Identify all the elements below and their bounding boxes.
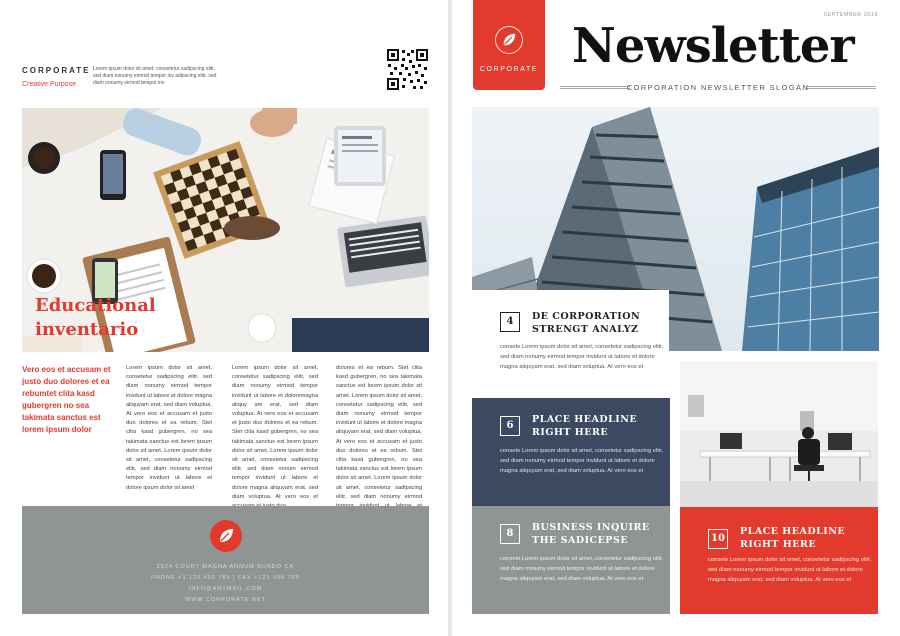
- article-body: consete Lorem ipsum dolor sit amet, consetetur sadipscing elitr, sed diam nonumy eirmod tempor invidunt ut labore et dolore magna aliquyam erat, sed diam voluptua. At vero eos et: [708, 557, 872, 583]
- desk-photo: [22, 108, 429, 352]
- article-card-8: [472, 506, 670, 614]
- brand-name: CORPORATE: [22, 66, 91, 75]
- leaf-icon: [210, 520, 242, 552]
- photo-title-line1: Educational: [35, 295, 156, 316]
- article-headline-line2: RIGHT HERE: [740, 539, 817, 550]
- article-headline: [532, 413, 637, 439]
- leaf-icon: [495, 26, 523, 54]
- qr-code-icon: [386, 48, 429, 91]
- article-headline-line1: PLACE HEADLINE: [740, 526, 846, 537]
- article-card-6: [472, 398, 670, 506]
- article-headline: [532, 310, 640, 336]
- slogan-bar: [560, 80, 876, 94]
- article-headline-line1: PLACE HEADLINE: [532, 414, 638, 425]
- intro-text: Lorem ipsum dolor sit amet, consetetur sadipscing elitr, sed diam nonumy eirmod tempor inv adipscing elitr, sed diam nonumy eirmod tempor inv: [93, 66, 217, 86]
- article-body: consete Lorem ipsum dolor sit amet, consetetur sadipscing elitr, sed diam nonumy eirmod tempor invidunt ut labore et dolore magna aliquyam erat, sed diam voluptua. At vero eos et: [500, 448, 664, 474]
- body-column-1: Lorem ipsum dolor sit amet, consetetur sadipscing elitr, sed diam nonumy eirmod tempor invidunt ut labore et dolore magna aliquyam erat, sed diam voluptua. At vero eos et accusam et justo duo dolores et ea rebum. Stet clita kasd gubergren, no sea takimata sanctus est lorem ipsum dolor sit amet. Lorem ipsum dolor sit amet, consetetur sadipscing elitr, sed diam nonumy eirmod tempor invidunt ut labore et dolore ipsum dolor sit amet: [126, 365, 213, 491]
- pull-quote: Vero eos et accusam et justo duo dolores et ea rebumtet clita kasd gubergren no sea takimata sanctus est lorem ipsum dolor: [22, 365, 111, 434]
- slogan: CORPORATION NEWSLETTER SLOGAN: [626, 83, 810, 92]
- article-body: consete Lorem ipsum dolor sit amet, consetetur sadipscing elitr, sed diam nonumy eirmod tempor invidunt ut labore et dolore magna aliquyam erat, sed diam voluptua. At vero eos et: [500, 344, 664, 370]
- article-number: 10: [708, 529, 728, 549]
- contact-lines: [22, 562, 429, 606]
- article-card-4: [472, 290, 669, 394]
- office-photo: [680, 361, 878, 507]
- article-number: 6: [500, 416, 520, 436]
- contact-web: WWW.CORPORATE.NET: [185, 597, 266, 603]
- left-page: [0, 0, 448, 636]
- tab-label: CORPORATE: [479, 66, 539, 73]
- article-headline: [532, 521, 650, 547]
- brand-block: [22, 66, 91, 88]
- contact-address: 2524 COURT MAGNA ANNUM BUNDO CA: [156, 564, 295, 570]
- corporate-tab: [473, 0, 545, 90]
- article-headline: [740, 525, 845, 551]
- contact-email: INFO@ANYMAIL.COM: [188, 586, 263, 592]
- article-card-10: [680, 507, 878, 614]
- contact-footer: [22, 506, 429, 614]
- contact-phone: PHONE +1 123 456 789 | FAX +123 456 789: [151, 575, 300, 581]
- photo-title: [35, 294, 156, 342]
- article-headline-line1: DE CORPORATION: [532, 311, 641, 322]
- article-body: consete Lorem ipsum dolor sit amet, consetetur sadipscing elitr, sed diam nonumy eirmod tempor invidunt ut labore et dolore magna aliquyam erat, sed diam voluptua. At vero eos et: [500, 556, 664, 582]
- article-headline-line2: STRENGT ANALYZ: [532, 324, 639, 335]
- article-number: 4: [500, 312, 520, 332]
- photo-title-line2: inventario: [35, 319, 139, 340]
- brand-subtitle: Creative Purpose: [22, 81, 77, 88]
- article-headline-line2: RIGHT HERE: [532, 427, 609, 438]
- right-page: [452, 0, 900, 636]
- body-column-2: Lorem ipsum dolor sit amet, consetetur sadipscing elitr, sed diam nonumy eirmod tempor invidunt ut labore et doloremagna aliquy am erat, sed diam voluptua. At vero eos et accusam et justo duo dolores et ea rebum. Stet clita kasd gubergren, no sea takimata sanctus est lorem ipsum dolor sit amet. Lorem ipsum dolor sit amet, consetetur sadipscing elitr, sed diam nonum eirmod tempor invidunt ut labore et dolore magna aliquyam erat, sed diam voluptua. At vero eos et: [232, 365, 318, 500]
- body-column-3: dolores et ea rebum. Stet clita kasd gubergren, no sea takimata sanctus est lorem ipsum dolor sit amet. Lorem ipsum dolor sit amet, consetetur sadipscing elitr, sed diam nonumy eirmod tempor invidunt ut labore et dolore magna aliquyam erat, sed diam voluptua. At vero eos et accusam et justo duo dolores et ea rebum. Stet clita kasd gubergren, no sea takimata sanctus est lorem ipsum dolor sit amet. Lorem ipsum dolor sit amet, consetetur sadipscing elitr, sed diam nonumy eirmod: [336, 365, 423, 500]
- article-headline-line1: BUSINESS INQUIRE: [532, 522, 650, 533]
- article-headline-line2: THE SADICEPSE: [532, 535, 629, 546]
- newsletter-title: Newsletter: [572, 18, 854, 74]
- issue-date: SEPTEMBER 2016: [823, 12, 878, 18]
- article-number: 8: [500, 524, 520, 544]
